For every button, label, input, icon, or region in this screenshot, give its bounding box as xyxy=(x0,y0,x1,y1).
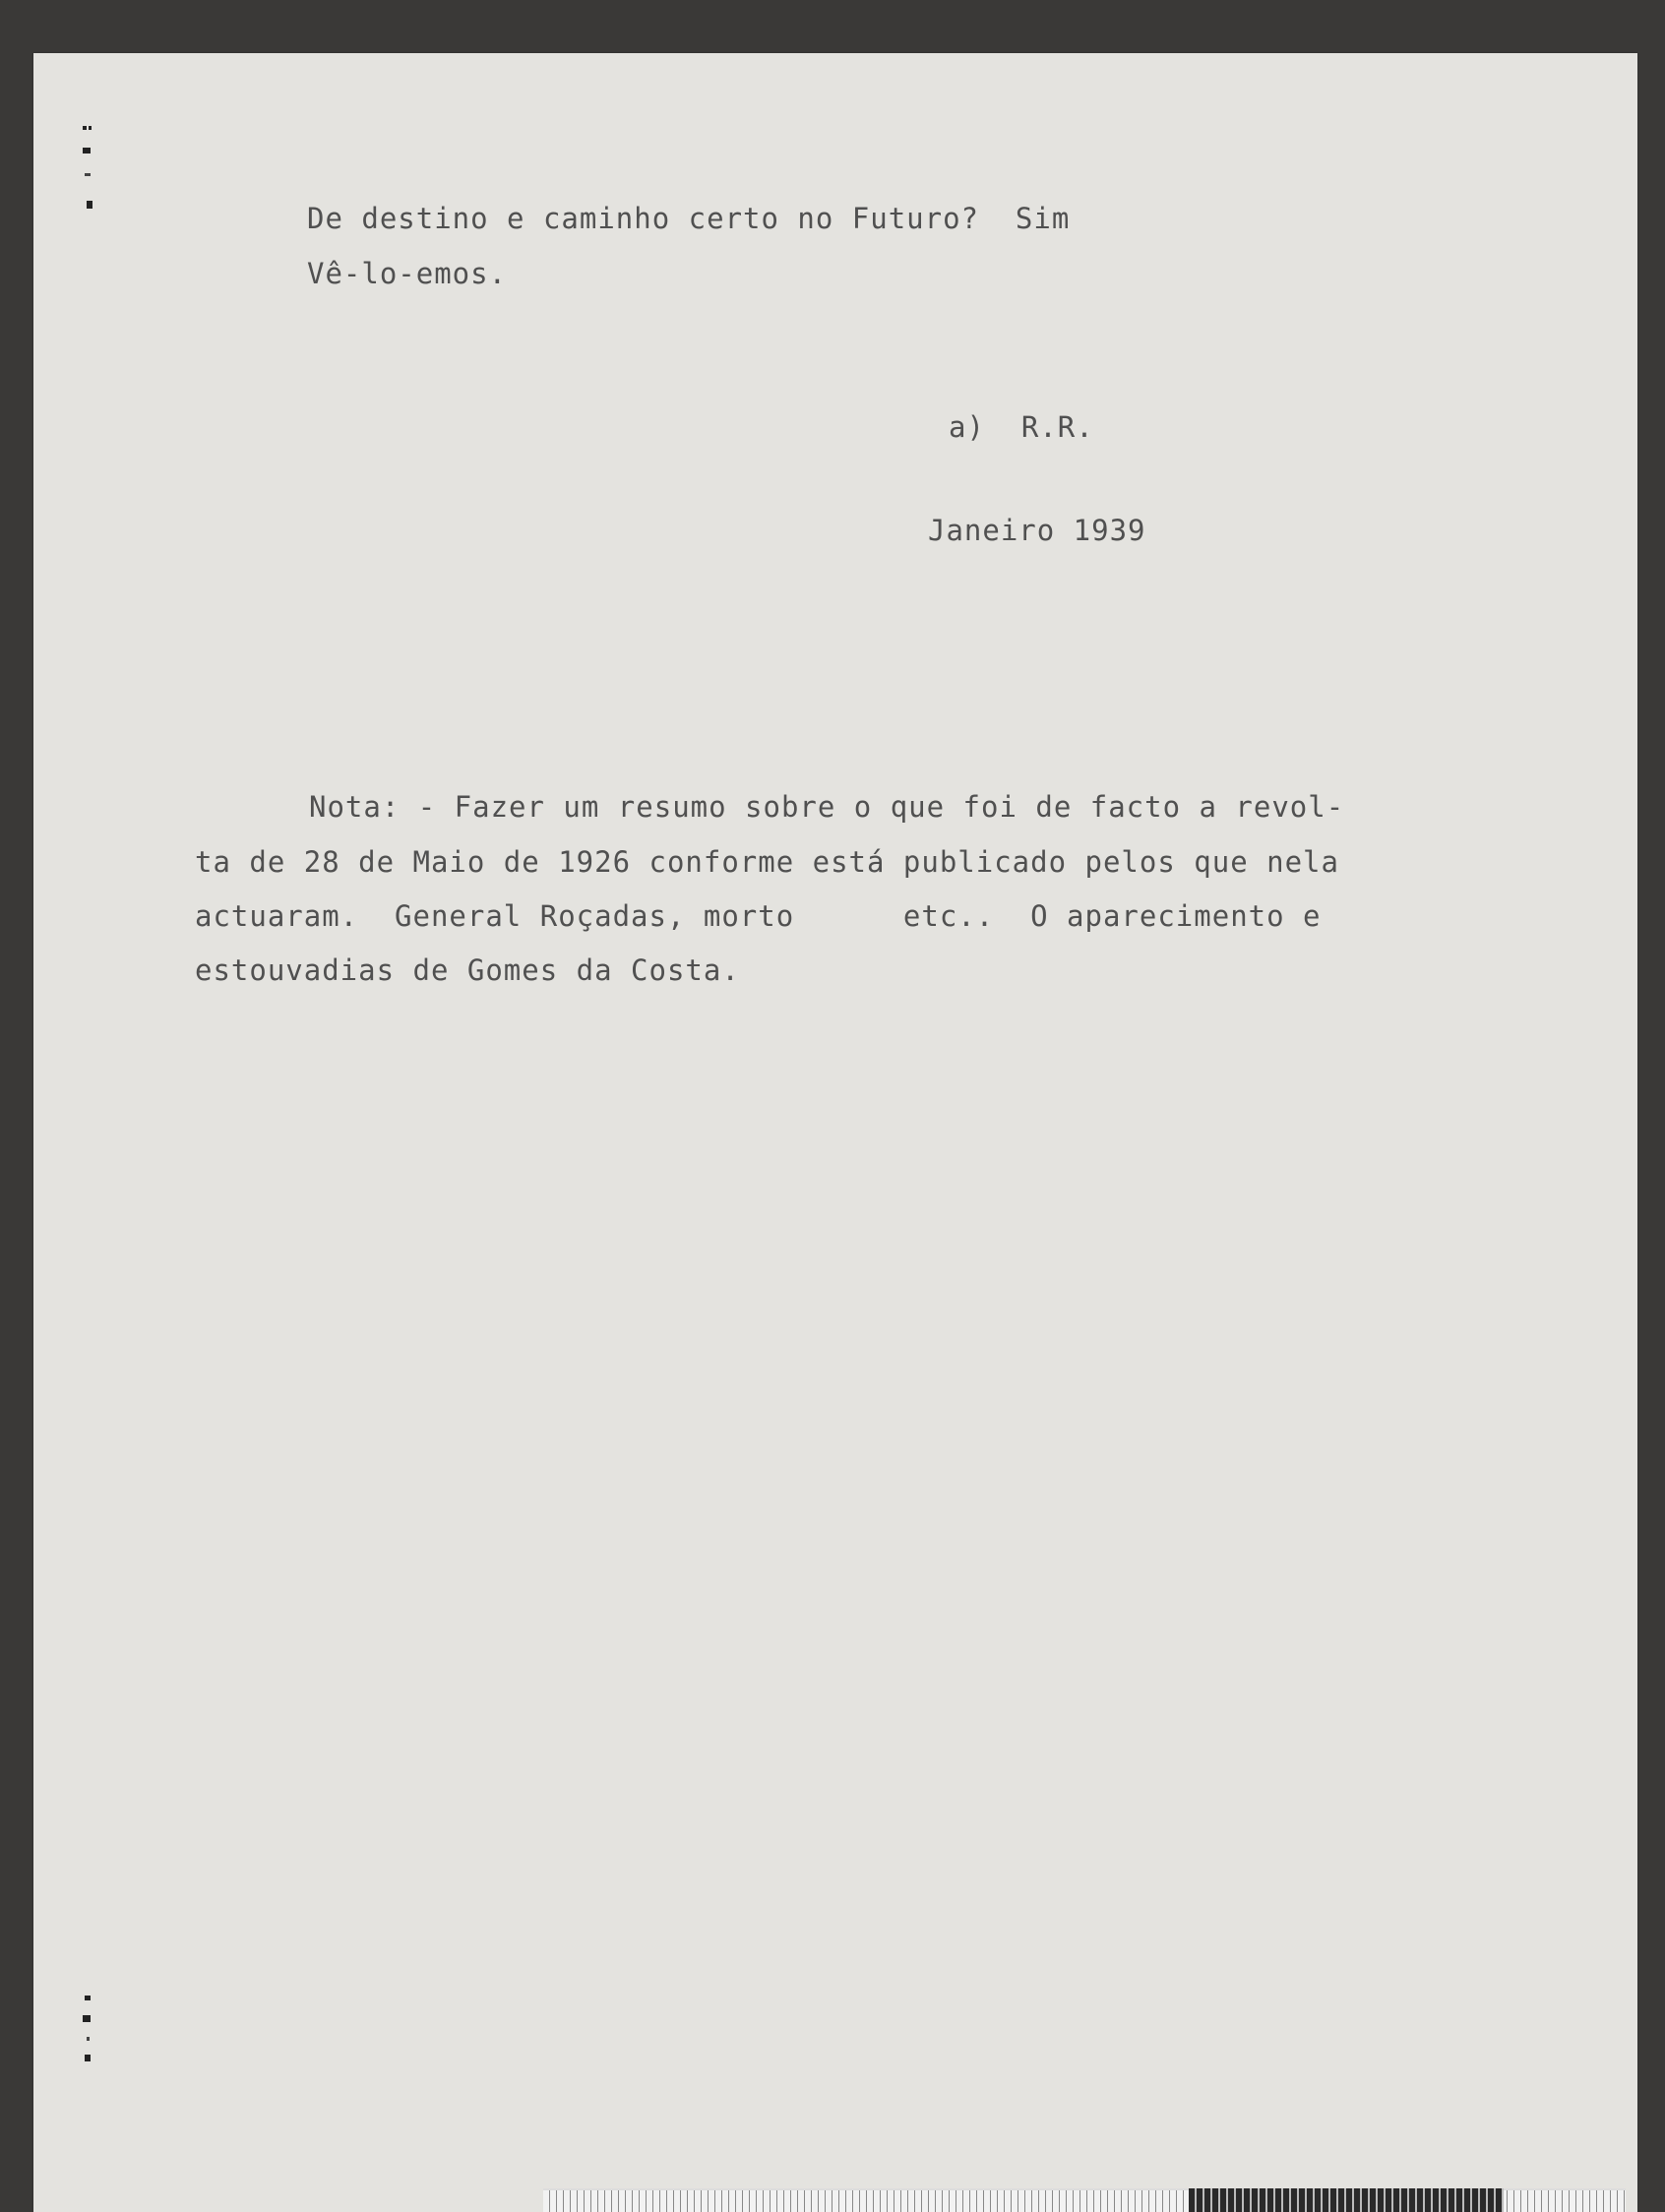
paper-sheet xyxy=(33,53,1637,2212)
signature: a) R.R. xyxy=(949,410,1094,444)
scale-ruler-dark-segment xyxy=(1189,2188,1504,2212)
punch-marks-top-icon xyxy=(73,122,102,230)
date-line: Janeiro 1939 xyxy=(928,514,1146,547)
punch-marks-bottom xyxy=(73,1990,102,2078)
note-line-4: estouvadias de Gomes da Costa. xyxy=(195,953,740,987)
punch-marks-top xyxy=(73,122,102,230)
typed-line-question: De destino e caminho certo no Futuro? Sim xyxy=(307,202,1071,235)
note-line-1: Nota: - Fazer um resumo sobre o que foi de facto a revol- xyxy=(309,790,1345,824)
typed-line-answer: Vê-lo-emos. xyxy=(307,257,508,290)
note-line-3: actuaram. General Roçadas, morto etc.. O aparecimento e xyxy=(195,899,1322,933)
note-line-2: ta de 28 de Maio de 1926 conforme está publicado pelos que nela xyxy=(195,845,1339,879)
punch-marks-bottom-icon xyxy=(73,1990,102,2078)
